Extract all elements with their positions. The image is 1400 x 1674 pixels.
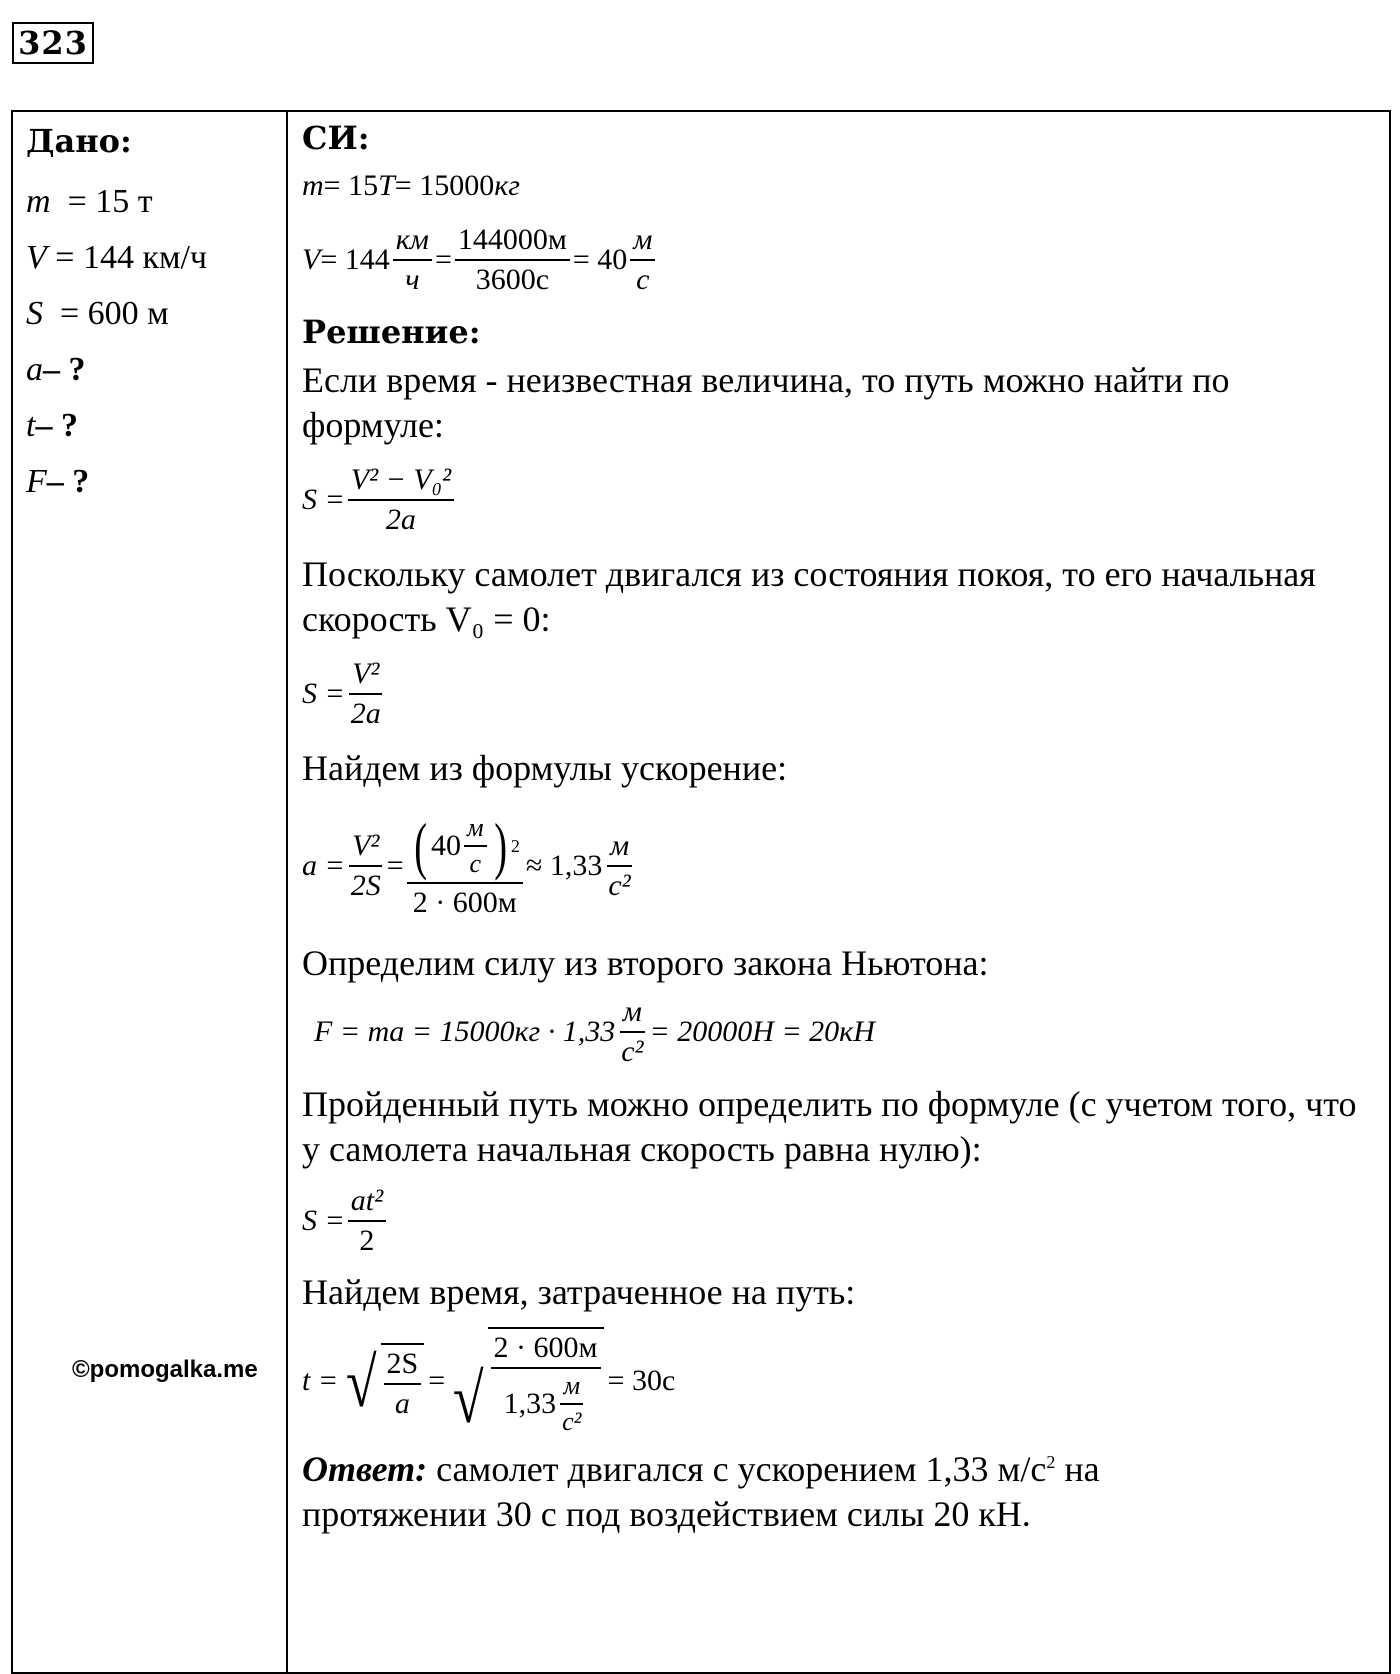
- paragraph-4: Определим силу из второго закона Ньютона:: [302, 943, 989, 983]
- given-velocity: V = 144 км/ч: [26, 239, 208, 276]
- find-force: F– ?: [26, 463, 90, 500]
- given-header: Дано:: [26, 122, 132, 160]
- find-acceleration: a– ?: [26, 351, 86, 388]
- solution-header: Решение:: [302, 313, 481, 351]
- paragraph-5: Пройденный путь можно определить по формуле (с учетом того, что у самолета начальная скорость равна нулю):: [302, 1084, 1357, 1169]
- si-header: СИ:: [302, 119, 370, 157]
- formula-distance-rest: S = $\frac{\text{V²}}{2a}$: [302, 657, 381, 730]
- watermark: ©pomogalka.me: [72, 1356, 258, 1383]
- problem-number: 323: [12, 22, 94, 64]
- paragraph-6: Найдем время, затраченное на путь:: [302, 1272, 856, 1312]
- answer-line-2: протяжении 30 с под воздействием силы 20 кН.: [302, 1494, 1031, 1534]
- paragraph-3: Найдем из формулы ускорение:: [302, 748, 788, 788]
- given-column: [26, 116, 276, 510]
- formula-distance-general: S = $\frac{\text{V² − V₀²}}{2a}$: [302, 448, 1372, 552]
- answer-line-1: Ответ: самолет двигался с ускорением 1,33 $м/с^2$ на: [302, 1449, 1100, 1489]
- formula-force: F = ma = 15000кг · 1,33 $\frac{м}{\text{с²}}$ = 20000H = 20кH: [314, 995, 875, 1068]
- formula-distance-time: S = $\frac{\text{at²}}{2}$: [302, 1172, 1372, 1270]
- formula-time: t = √ $\frac{2S}{a}$ = √ 2 · 600м 1,33 $\frac{м}{\text{с²}}$ = 30с: [302, 1315, 1372, 1447]
- given-distance: S = 600 м: [26, 295, 169, 332]
- find-time: t– ?: [26, 407, 78, 444]
- solution-column: [302, 116, 1372, 1537]
- paragraph-2: Поскольку самолет двигался из состояния покоя, то его начальная скорость V₀ = 0:: [302, 554, 1316, 639]
- paragraph-1: Если время - неизвестная величина, то путь можно найти по формуле:: [302, 360, 1230, 445]
- given-mass: m = 15 т: [26, 183, 153, 220]
- column-divider: [286, 110, 288, 1674]
- si-mass-equation: m = 15 T = 15000 кг: [302, 169, 520, 202]
- si-velocity-equation: V = 144 $\frac{км}{ч}$ = $\frac{144000м}{3600с}$ = 40 $\frac{м}{с}$: [302, 212, 1372, 308]
- formula-acceleration: a = $\frac{\text{V²}}{2S}$ = ( 40 $\frac{м}{с}$ ) 2 2 · 600м ≈ 1,33 $\frac{м}{\text{с²}}$: [302, 810, 631, 919]
